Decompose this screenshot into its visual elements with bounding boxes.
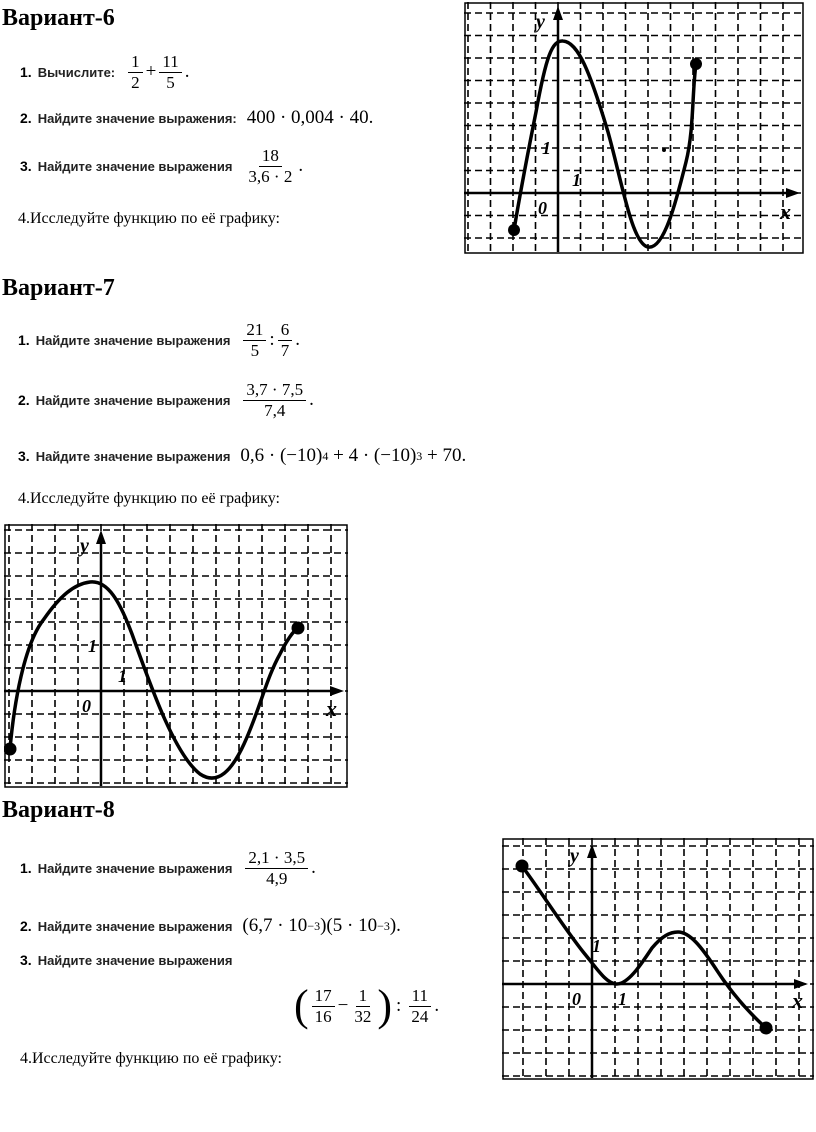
v6-task-4: 4.Исследуйте функцию по её графику: [18,210,280,227]
task-expression: $\frac{1}{2}$ + $\frac{11}{5}$ . [125,52,189,93]
v7-task-3 [18,436,466,476]
task-expression: 0,6 · (−10) 4 + 4 · (−10) 3 + 70. [240,445,467,466]
task-label: Найдите значение выражения: [37,110,237,126]
endpoint-right [292,622,305,635]
v7-task-2 [18,380,314,420]
y-unit-label: 1 [88,636,97,656]
task-expression: $\frac{2,1 \cdot 3,5}{4,9}$ . [242,848,315,889]
dot-mark [662,148,666,152]
v6-function-graph [464,2,804,254]
task-number: 3. [20,952,32,968]
task-number: 2. [20,110,32,126]
task-number: 1. [20,64,32,80]
y-unit-label: 1 [542,138,551,158]
y-axis-label: y [570,845,579,867]
task-label: Найдите значение выражения [37,952,233,968]
variant-8-title: Вариант-8 [2,797,115,823]
v6-task-2 [20,98,373,138]
task-label: Найдите значение выражения [37,158,233,174]
x-axis-label: x [326,696,337,721]
x-unit-label: 1 [618,989,627,1009]
y-axis-label: y [536,11,545,33]
v7-task-1 [18,320,300,360]
v7-function-graph [4,524,348,788]
endpoint-left [516,860,529,873]
task-label: Найдите значение выражения [35,448,231,464]
task-label: Вычислите: [37,64,116,80]
x-axis-label: x [780,199,791,224]
task-expression: $\frac{3,7 \cdot 7,5}{7,4}$ . [240,380,313,421]
endpoint-left [508,224,520,236]
task-expression: (6,7 · 10 −3 )(5 · 10 −3 ). [242,915,401,936]
function-curve [10,582,298,778]
task-expression: $\frac{21}{5}$ : $\frac{6}{7}$ . [240,320,300,361]
v6-task-1 [20,52,189,92]
endpoint-right [760,1022,773,1035]
task-number: 2. [18,392,30,408]
x-unit-label: 1 [118,666,127,686]
variant-7-title: Вариант-7 [2,275,115,301]
task-number: 2. [20,918,32,934]
task-label: Найдите значение выражения [37,860,233,876]
v8-task-3 [20,940,242,980]
task-expression: 400 · 0,004 · 40. [246,107,374,128]
v6-task-3 [20,146,303,186]
task-number: 3. [18,448,30,464]
task-number: 3. [20,158,32,174]
task-label: Найдите значение выражения [35,392,231,408]
task-label: Найдите значение выражения [37,918,233,934]
origin-label: 0 [538,198,547,218]
v8-task-4: 4.Исследуйте функцию по её графику: [20,1050,282,1067]
endpoint-right [690,58,702,70]
y-unit-label: 1 [592,936,601,956]
origin-label: 0 [82,696,91,716]
task-number: 1. [18,332,30,348]
task-number: 1. [20,860,32,876]
x-axis-label: x [792,988,803,1013]
v8-task-1 [20,848,316,888]
variant-6-title: Вариант-6 [2,5,115,31]
v7-task-4: 4.Исследуйте функцию по её графику: [18,490,280,507]
y-axis-label: y [80,535,89,557]
task-label: Найдите значение выражения [35,332,231,348]
task-expression: $\frac{18}{3,6 \cdot 2}$ . [248,145,304,186]
endpoint-left [4,743,17,756]
v8-task-3-expression: ( $\frac{17}{16}$ − $\frac{1}{32}$ ) : $\frac{11}{24}$ . [294,981,440,1030]
x-unit-label: 1 [572,170,581,190]
origin-label: 0 [572,989,581,1009]
v8-function-graph [502,838,814,1080]
